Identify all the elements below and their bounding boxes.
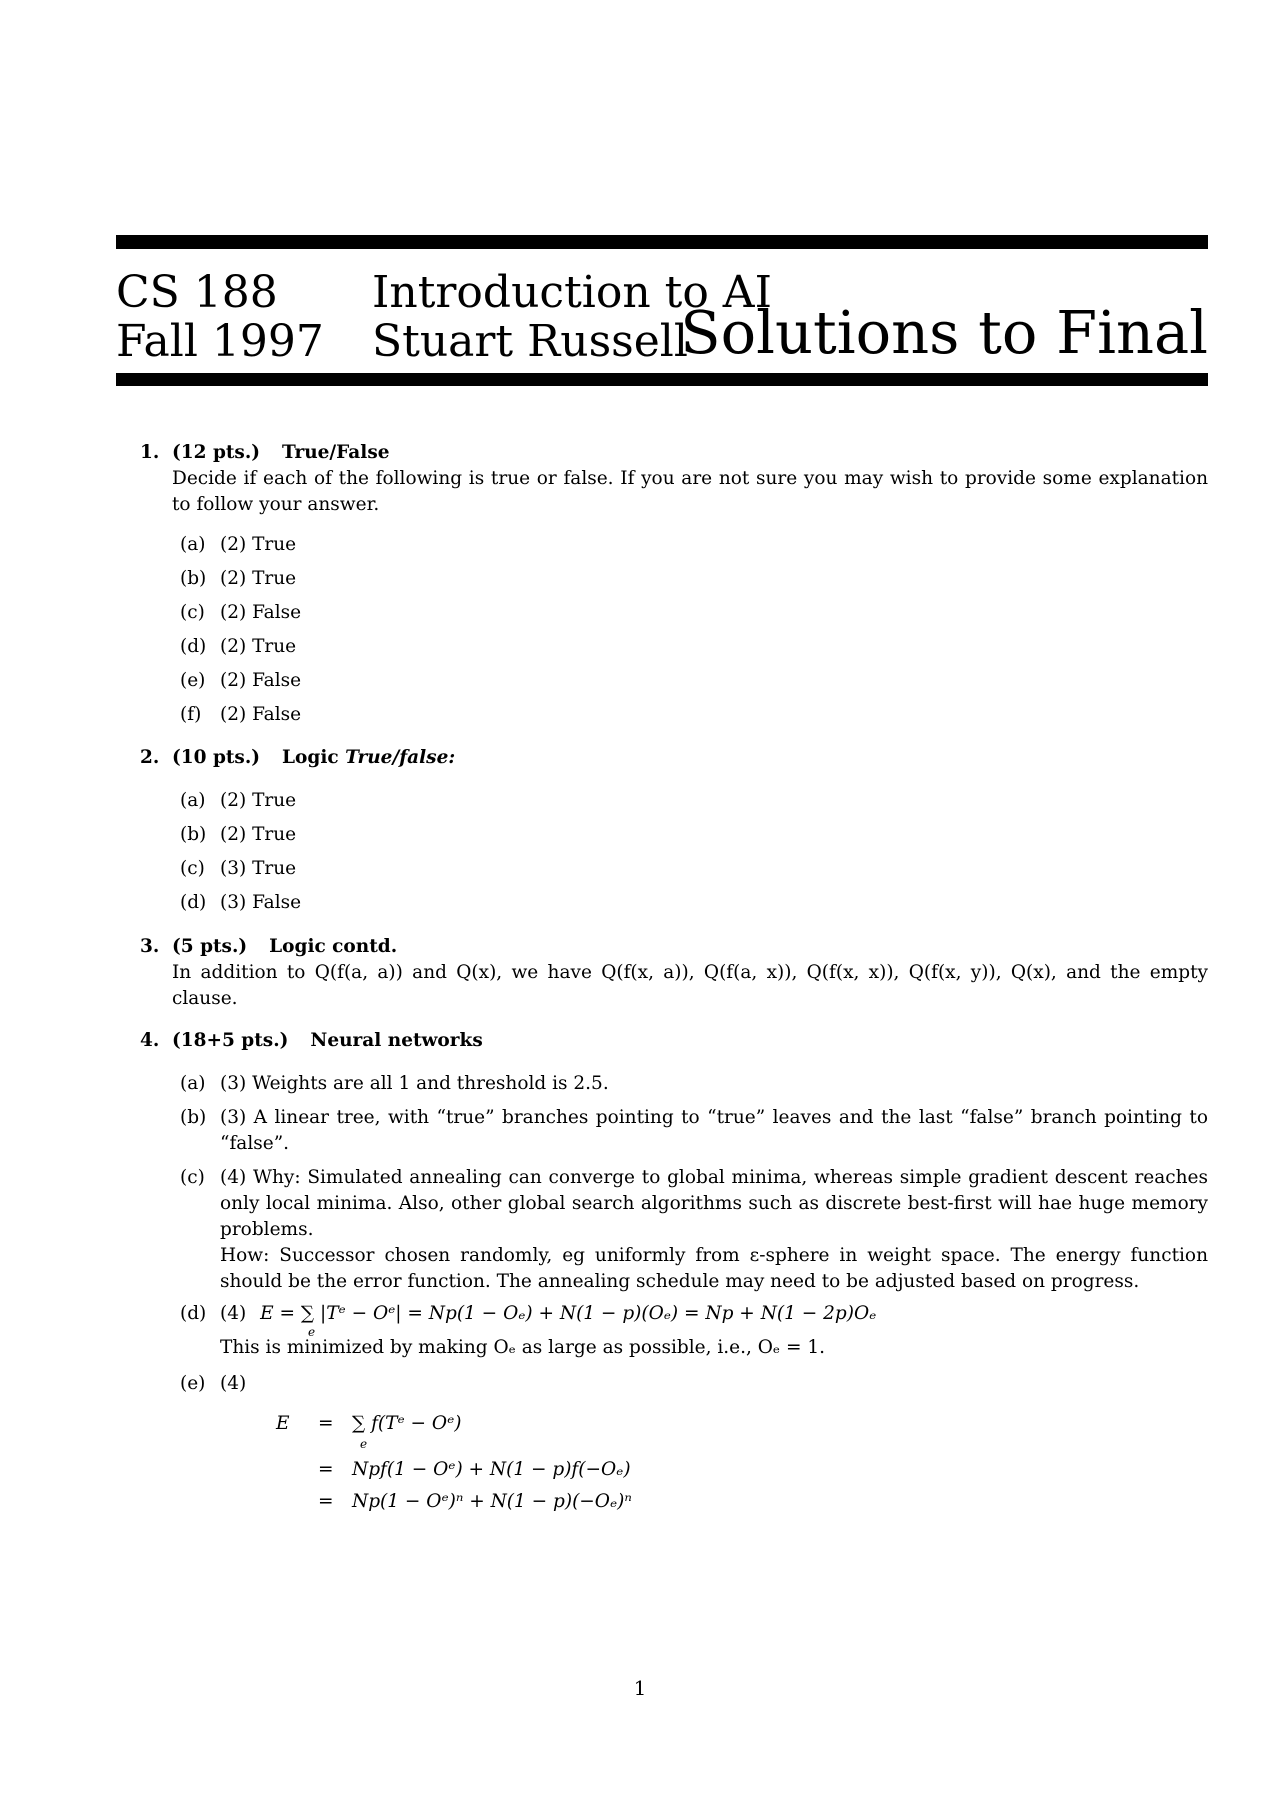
answer-4e-eq-sign-3: = xyxy=(318,1491,334,1512)
answer-text: (3) Weights are all 1 and threshold is 2.5. xyxy=(220,1073,609,1094)
question-3-number: 3. xyxy=(140,936,160,957)
answer-4e-line-2: Npf(1 − Oᵉ) + N(1 − p)f(−Oₑ) xyxy=(352,1459,631,1480)
answer-4d-text: This is minimized by making Oₑ as large as possible, i.e., Oₑ = 1. xyxy=(220,1337,825,1358)
answer-text: (3) A linear tree, with “true” branches pointing to “true” leaves and the last “false” branch pointing to “false”. xyxy=(220,1107,1208,1154)
answer-4e-eq-sign-1: = xyxy=(318,1413,334,1434)
answer-4d xyxy=(180,1301,1208,1358)
answer-label: (e) xyxy=(180,1373,206,1394)
answer-text: (2) True xyxy=(220,824,297,845)
question-1-points: (12 pts.) xyxy=(172,442,261,463)
answer-label: (c) xyxy=(180,1167,205,1188)
question-2-title xyxy=(282,747,455,768)
question-3-text: In addition to Q(f(a, a)) and Q(x), we have Q(f(x, a)), Q(f(a, x)), Q(f(x, x)), Q(f(x, y)), Q(x), and the empty clause. xyxy=(172,962,1208,1009)
question-3-points: (5 pts.) xyxy=(172,936,248,957)
answer-2a xyxy=(180,788,1208,814)
question-1-title: True/False xyxy=(282,442,390,463)
answer-label: (a) xyxy=(180,534,206,555)
answer-label: (d) xyxy=(180,636,207,657)
answer-1a xyxy=(180,532,1208,558)
question-3-heading xyxy=(140,934,1208,960)
question-3-title: Logic contd. xyxy=(269,936,398,957)
question-1-text: Decide if each of the following is true or false. If you are not sure you may wish to provide some explanation to follow your answer. xyxy=(172,468,1208,515)
answer-text: (2) True xyxy=(220,568,297,589)
answer-2b xyxy=(180,822,1208,848)
course-term: Fall 1997 xyxy=(116,316,324,367)
question-4 xyxy=(140,1028,1208,1054)
answer-1f xyxy=(180,702,1208,728)
answer-label: (b) xyxy=(180,824,207,845)
answer-2d xyxy=(180,890,1208,916)
answer-label: (b) xyxy=(180,568,207,589)
answer-4c-how: How: Successor chosen randomly, eg uniformly from ε-sphere in weight space. The energy function should be the error function. The annealing schedule may need to be adjusted based on progress. xyxy=(220,1245,1208,1292)
answer-text: (3) False xyxy=(220,892,302,913)
answer-1b xyxy=(180,566,1208,592)
answer-text: (2) False xyxy=(220,670,302,691)
question-1-heading xyxy=(140,440,1208,466)
answer-4e-sum-index: e xyxy=(360,1437,368,1451)
question-3 xyxy=(140,934,1208,1012)
answer-4a xyxy=(180,1071,1208,1097)
answer-4e-prefix: (4) xyxy=(220,1373,247,1394)
answer-label: (c) xyxy=(180,858,205,879)
question-4-points: (18+5 pts.) xyxy=(172,1030,289,1051)
answer-label: (e) xyxy=(180,670,206,691)
answer-label: (a) xyxy=(180,790,206,811)
answer-4c xyxy=(180,1165,1208,1292)
answer-1d xyxy=(180,634,1208,660)
answer-4d-equation: E = ∑ |Tᵉ − Oᵉ| = Np(1 − Oₑ) + N(1 − p)(Oₑ) = Np + N(1 − 2p)Oₑ xyxy=(260,1303,877,1324)
answer-label: (d) xyxy=(180,892,207,913)
answer-label: (d) xyxy=(180,1303,207,1324)
document-title: Solutions to Final xyxy=(680,298,1208,367)
answer-text: (2) False xyxy=(220,602,302,623)
answer-4c-why: (4) Why: Simulated annealing can converge to global minima, whereas simple gradient descent reaches only local minima. Also, other global search algorithms such as discrete best-first will hae huge memory problems. xyxy=(220,1167,1208,1240)
header-top-rule xyxy=(116,235,1208,249)
answer-4e-line-3: Np(1 − Oᵉ)ⁿ + N(1 − p)(−Oₑ)ⁿ xyxy=(352,1491,632,1512)
question-2 xyxy=(140,745,1208,771)
answer-text: (2) False xyxy=(220,704,302,725)
answer-label: (f) xyxy=(180,704,202,725)
answer-4d-sum-index: e xyxy=(308,1325,316,1339)
course-code: CS 188 xyxy=(116,267,278,318)
course-title: Introduction to AI xyxy=(372,267,772,318)
answer-label: (c) xyxy=(180,602,205,623)
answer-1e xyxy=(180,668,1208,694)
answer-text: (2) True xyxy=(220,636,297,657)
question-1-number: 1. xyxy=(140,442,160,463)
question-4-title: Neural networks xyxy=(310,1030,483,1051)
answer-text: (2) True xyxy=(220,790,297,811)
answer-1c xyxy=(180,600,1208,626)
page-number: 1 xyxy=(633,1676,647,1700)
question-4-heading xyxy=(140,1028,1208,1054)
answer-4e-line-1: ∑ f(Tᵉ − Oᵉ) xyxy=(352,1413,462,1434)
question-4-number: 4. xyxy=(140,1030,160,1051)
course-author: Stuart Russell xyxy=(372,316,688,367)
question-2-title-italic: True/false: xyxy=(345,747,456,768)
answer-label: (a) xyxy=(180,1073,206,1094)
answer-2c xyxy=(180,856,1208,882)
question-2-number: 2. xyxy=(140,747,160,768)
question-2-title-plain: Logic xyxy=(282,747,339,768)
answer-4d-prefix: (4) xyxy=(220,1303,247,1324)
answer-4e-lhs: E xyxy=(276,1413,290,1434)
answer-4b xyxy=(180,1105,1208,1154)
answer-text: (2) True xyxy=(220,534,297,555)
answer-4e xyxy=(180,1371,1208,1512)
question-2-heading xyxy=(140,745,1208,771)
answer-label: (b) xyxy=(180,1107,207,1128)
answer-4e-eq-sign-2: = xyxy=(318,1459,334,1480)
question-2-points: (10 pts.) xyxy=(172,747,261,768)
question-1 xyxy=(140,440,1208,518)
header-bottom-rule xyxy=(116,373,1208,386)
answer-text: (3) True xyxy=(220,858,297,879)
